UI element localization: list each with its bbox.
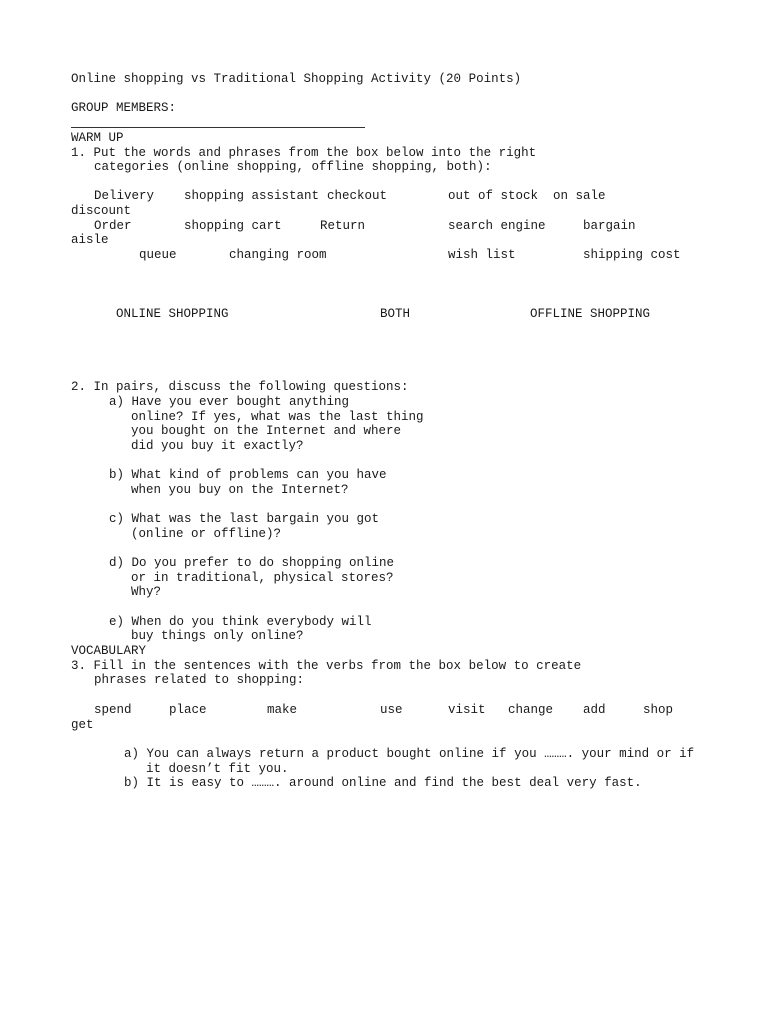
verb-visit: visit	[448, 703, 486, 717]
category-online-shopping: ONLINE SHOPPING	[116, 307, 229, 321]
verb-add: add	[583, 703, 606, 717]
verb-get: get	[71, 718, 94, 732]
group-members-label: GROUP MEMBERS:	[71, 101, 177, 115]
warm-up-instruction: 1. Put the words and phrases from the box below into the right	[71, 146, 537, 160]
verb-change: change	[508, 703, 554, 717]
verb-make: make	[267, 703, 298, 717]
word-order: Order	[94, 219, 132, 233]
word-queue: queue	[139, 248, 177, 262]
word-shipping-cost: shipping cost	[583, 248, 681, 262]
vocabulary-heading: VOCABULARY	[71, 644, 147, 658]
question-c-cont: (online or offline)?	[131, 527, 282, 541]
question-c: c) What was the last bargain you got	[109, 512, 380, 526]
word-delivery: Delivery	[94, 189, 155, 203]
verb-place: place	[169, 703, 207, 717]
question-e-cont: buy things only online?	[131, 629, 304, 643]
verb-use: use	[380, 703, 403, 717]
sentence-b: b) It is easy to ………. around online and find the best deal very fast.	[124, 776, 642, 790]
group-members-underline	[71, 127, 365, 128]
sentence-a: a) You can always return a product bought online if you ………. your mind or if	[124, 747, 695, 761]
category-offline-shopping: OFFLINE SHOPPING	[530, 307, 651, 321]
question-d: d) Do you prefer to do shopping online	[109, 556, 395, 570]
warm-up-heading: WARM UP	[71, 131, 124, 145]
word-shopping-assistant: shopping assistant	[184, 189, 320, 203]
warm-up-instruction-cont: categories (online shopping, offline shopping, both):	[94, 160, 492, 174]
question-d-cont: or in traditional, physical stores?	[131, 571, 394, 585]
word-return: Return	[320, 219, 366, 233]
word-changing-room: changing room	[229, 248, 327, 262]
word-bargain: bargain	[583, 219, 636, 233]
vocabulary-instruction-cont: phrases related to shopping:	[94, 673, 305, 687]
question-a: a) Have you ever bought anything	[109, 395, 350, 409]
category-both: BOTH	[380, 307, 411, 321]
question-a-cont: you bought on the Internet and where	[131, 424, 402, 438]
word-discount: discount	[71, 204, 132, 218]
question-b: b) What kind of problems can you have	[109, 468, 387, 482]
vocabulary-instruction: 3. Fill in the sentences with the verbs from the box below to create	[71, 659, 582, 673]
word-on-sale: on sale	[553, 189, 606, 203]
question-d-cont: Why?	[131, 585, 162, 599]
sentence-a-cont: it doesn’t fit you.	[146, 762, 289, 776]
question-b-cont: when you buy on the Internet?	[131, 483, 349, 497]
word-aisle: aisle	[71, 233, 109, 247]
worksheet-title: Online shopping vs Traditional Shopping Activity (20 Points)	[71, 72, 522, 86]
word-out-of-stock: out of stock	[448, 189, 539, 203]
question-a-cont: online? If yes, what was the last thing	[131, 410, 424, 424]
verb-spend: spend	[94, 703, 132, 717]
word-search-engine: search engine	[448, 219, 546, 233]
word-checkout: checkout	[327, 189, 388, 203]
word-shopping-cart: shopping cart	[184, 219, 282, 233]
question-e: e) When do you think everybody will	[109, 615, 372, 629]
question-a-cont: did you buy it exactly?	[131, 439, 304, 453]
discussion-instruction: 2. In pairs, discuss the following questions:	[71, 380, 409, 394]
word-wish-list: wish list	[448, 248, 516, 262]
verb-shop: shop	[643, 703, 674, 717]
